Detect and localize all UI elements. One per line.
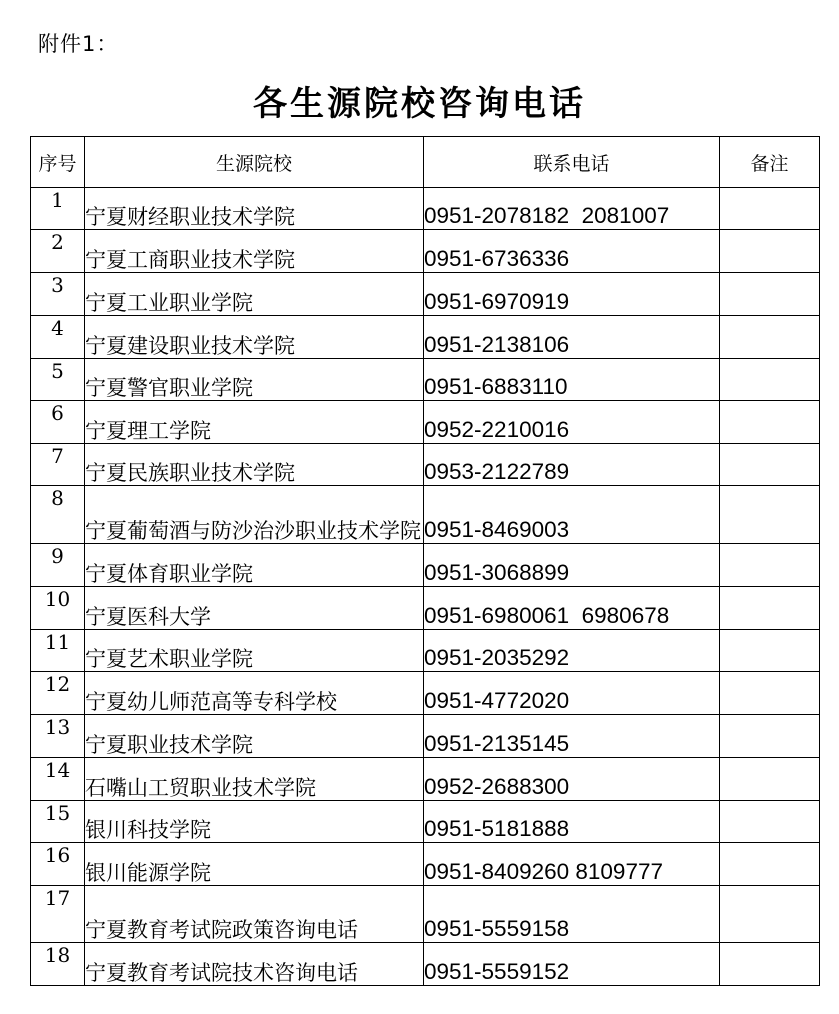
- table-row: [31, 672, 820, 715]
- row-number: 10: [31, 587, 85, 630]
- table-row: [31, 486, 820, 544]
- table-row: [31, 401, 820, 444]
- table-row: [31, 444, 820, 486]
- table-row: [31, 316, 820, 359]
- table-row: [31, 230, 820, 273]
- note-cell: [720, 544, 820, 587]
- header-phone: 联系电话: [424, 137, 720, 188]
- school-name: 宁夏建设职业技术学院: [85, 316, 424, 359]
- note-cell: [720, 273, 820, 316]
- phone-number: 0952-2688300: [424, 758, 720, 801]
- phone-number: 0951-6980061 6980678: [424, 587, 720, 630]
- row-number: 4: [31, 316, 85, 359]
- phone-number: 0951-2035292: [424, 630, 720, 672]
- phone-number: 0951-2078182 2081007: [424, 188, 720, 230]
- phone-number: 0952-2210016: [424, 401, 720, 444]
- table-row: [31, 715, 820, 758]
- table-row: [31, 587, 820, 630]
- phone-number: 0951-8469003: [424, 486, 720, 544]
- table-row: [31, 188, 820, 230]
- row-number: 8: [31, 486, 85, 544]
- school-name: 宁夏医科大学: [85, 587, 424, 630]
- phone-number: 0951-5559158: [424, 886, 720, 943]
- school-name: 宁夏职业技术学院: [85, 715, 424, 758]
- note-cell: [720, 886, 820, 943]
- row-number: 11: [31, 630, 85, 672]
- phone-number: 0951-2135145: [424, 715, 720, 758]
- table-row: [31, 273, 820, 316]
- school-name: 宁夏教育考试院技术咨询电话: [85, 943, 424, 986]
- row-number: 3: [31, 273, 85, 316]
- note-cell: [720, 359, 820, 401]
- note-cell: [720, 843, 820, 886]
- phone-number: 0951-2138106: [424, 316, 720, 359]
- school-name: 宁夏工业职业学院: [85, 273, 424, 316]
- school-name: 宁夏体育职业学院: [85, 544, 424, 587]
- table-row: [31, 630, 820, 672]
- row-number: 2: [31, 230, 85, 273]
- note-cell: [720, 444, 820, 486]
- row-number: 7: [31, 444, 85, 486]
- row-number: 5: [31, 359, 85, 401]
- table-row: [31, 801, 820, 843]
- phone-number: 0951-6736336: [424, 230, 720, 273]
- table-row: [31, 886, 820, 943]
- row-number: 18: [31, 943, 85, 986]
- row-number: 17: [31, 886, 85, 943]
- school-name: 宁夏教育考试院政策咨询电话: [85, 886, 424, 943]
- school-name: 银川能源学院: [85, 843, 424, 886]
- school-name: 宁夏财经职业技术学院: [85, 188, 424, 230]
- phone-number: 0951-4772020: [424, 672, 720, 715]
- table-row: [31, 943, 820, 986]
- row-number: 12: [31, 672, 85, 715]
- note-cell: [720, 401, 820, 444]
- school-name: 石嘴山工贸职业技术学院: [85, 758, 424, 801]
- phone-number: 0951-5559152: [424, 943, 720, 986]
- school-name: 宁夏民族职业技术学院: [85, 444, 424, 486]
- row-number: 6: [31, 401, 85, 444]
- phone-number: 0951-8409260 8109777: [424, 843, 720, 886]
- header-note: 备注: [720, 137, 820, 188]
- note-cell: [720, 672, 820, 715]
- row-number: 16: [31, 843, 85, 886]
- phone-number: 0953-2122789: [424, 444, 720, 486]
- school-name: 宁夏葡萄酒与防沙治沙职业技术学院: [85, 486, 424, 544]
- table-row: [31, 544, 820, 587]
- row-number: 15: [31, 801, 85, 843]
- note-cell: [720, 943, 820, 986]
- note-cell: [720, 188, 820, 230]
- note-cell: [720, 801, 820, 843]
- note-cell: [720, 587, 820, 630]
- school-name: 宁夏理工学院: [85, 401, 424, 444]
- school-name: 宁夏幼儿师范高等专科学校: [85, 672, 424, 715]
- note-cell: [720, 230, 820, 273]
- table-row: [31, 843, 820, 886]
- attachment-label: 附件1：: [38, 32, 119, 56]
- note-cell: [720, 316, 820, 359]
- header-no: 序号: [31, 137, 85, 188]
- row-number: 13: [31, 715, 85, 758]
- note-cell: [720, 715, 820, 758]
- table-row: [31, 758, 820, 801]
- school-name: 宁夏工商职业技术学院: [85, 230, 424, 273]
- phone-number: 0951-5181888: [424, 801, 720, 843]
- contact-table: [30, 136, 820, 986]
- school-name: 宁夏警官职业学院: [85, 359, 424, 401]
- school-name: 宁夏艺术职业学院: [85, 630, 424, 672]
- school-name: 银川科技学院: [85, 801, 424, 843]
- row-number: 9: [31, 544, 85, 587]
- row-number: 14: [31, 758, 85, 801]
- phone-number: 0951-6883110: [424, 359, 720, 401]
- row-number: 1: [31, 188, 85, 230]
- page-title: 各生源院校咨询电话: [253, 84, 586, 124]
- note-cell: [720, 758, 820, 801]
- header-row: [31, 137, 820, 188]
- header-school: 生源院校: [85, 137, 424, 188]
- table-row: [31, 359, 820, 401]
- note-cell: [720, 486, 820, 544]
- phone-number: 0951-3068899: [424, 544, 720, 587]
- phone-number: 0951-6970919: [424, 273, 720, 316]
- note-cell: [720, 630, 820, 672]
